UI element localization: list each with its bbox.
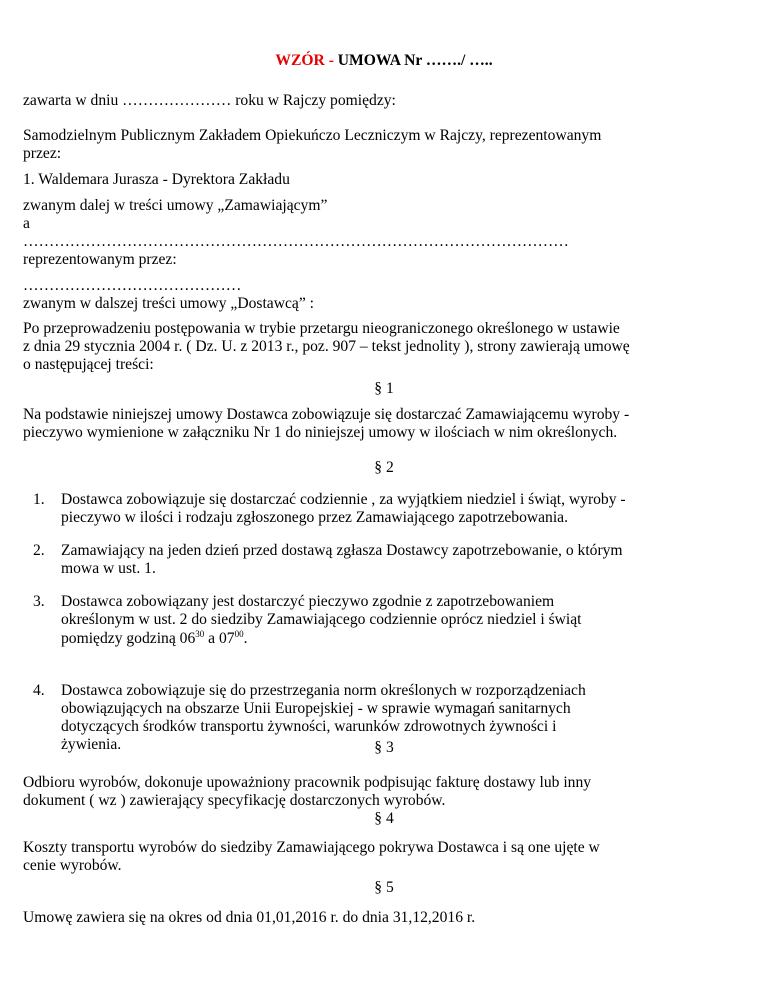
section-2-mark: § 2 <box>374 459 394 476</box>
document-title <box>0 52 768 70</box>
supplier-alias: zwanym w dalszej treści umowy „Dostawcą” : <box>23 295 314 312</box>
section-5-mark: § 5 <box>374 879 394 896</box>
item-4-line-b: obowiązujących na obszarze Unii Europejskiej - w sprawie wymagań sanitarnych <box>61 700 571 717</box>
item-2-line-a: Zamawiający na jeden dzień przed dostawą zgłasza Dostawcy zapotrzebowanie, o którym <box>61 542 623 559</box>
item-3-line-b: określonym w ust. 2 do siedziby Zamawiającego codziennie oprócz niedziel i świąt <box>61 611 582 628</box>
item-4-line-d: żywienia. <box>61 736 122 753</box>
title-number: ……./ ….. <box>425 52 493 69</box>
section-3-line-b: dokument ( wz ) zawierający specyfikację dostarczonych wyrobów. <box>23 792 446 809</box>
conjunction-a: a <box>23 215 30 232</box>
party1-line-a: Samodzielnym Publicznym Zakładem Opiekuńczo Leczniczym w Rajczy, reprezentowanym <box>23 127 602 144</box>
supplier-rep-label: reprezentowanym przez: <box>23 251 177 268</box>
item-2-number: 2. <box>33 542 45 559</box>
item-1-number: 1. <box>33 491 45 508</box>
delivery-time-end: a 07 <box>204 630 235 647</box>
section-1-mark: § 1 <box>374 380 394 397</box>
section-4-mark: § 4 <box>374 810 394 827</box>
item-3-line-c <box>61 630 247 648</box>
preamble-line-b: z dnia 29 stycznia 2004 r. ( Dz. U. z 2013 r., poz. 907 – tekst jednolity ), strony zawierają umowę <box>23 338 630 355</box>
section-4-line-b: cenie wyrobów. <box>23 857 122 874</box>
delivery-time-period: . <box>243 630 248 647</box>
section-5-line-a: Umowę zawiera się na okres od dnia 01,01,2016 r. do dnia 31,12,2016 r. <box>23 909 476 926</box>
item-3-line-a: Dostawca zobowiązany jest dostarczyć pieczywo zgodnie z zapotrzebowaniem <box>61 593 555 610</box>
intro-date-line: zawarta w dniu ………………… roku w Rajczy pomiędzy: <box>23 92 396 109</box>
preamble-line-a: Po przeprowadzeniu postępowania w trybie przetargu nieograniczonego określonego w ustawie <box>23 320 620 337</box>
item-1-line-b: pieczywo w ilości i rodzaju zgłoszonego przez Zamawiającego zapotrzebowania. <box>61 509 569 526</box>
representative-line: 1. Waldemara Jurasza - Dyrektora Zakładu <box>23 171 290 188</box>
item-4-line-c: dotyczących środków transportu żywności, warunków zdrowotnych żywności i <box>61 718 557 735</box>
item-1-line-a: Dostawca zobowiązuje się dostarczać codziennie , za wyjątkiem niedziel i świąt, wyroby - <box>61 491 626 508</box>
title-wzor: WZÓR <box>275 52 325 69</box>
section-3-line-a: Odbioru wyrobów, dokonuje upoważniony pracownik podpisując fakturę dostawy lub inny <box>23 774 592 791</box>
preamble-line-c: o następującej treści: <box>23 356 154 373</box>
item-3-number: 3. <box>33 593 45 610</box>
party1-line-b: przez: <box>23 145 62 162</box>
section-4-line-a: Koszty transportu wyrobów do siedziby Zamawiającego pokrywa Dostawca i są one ujęte w <box>23 839 600 856</box>
delivery-time-start: pomiędzy godziną 06 <box>61 630 196 647</box>
section-1-line-a: Na podstawie niniejszej umowy Dostawca zobowiązuje się dostarczać Zamawiającemu wyroby - <box>23 406 630 423</box>
item-4-line-a: Dostawca zobowiązuje się do przestrzegania norm określonych w rozporządzeniach <box>61 682 586 699</box>
title-umowa: UMOWA Nr <box>337 52 422 69</box>
item-2-line-b: mowa w ust. 1. <box>61 560 156 577</box>
title-dash: - <box>328 52 334 69</box>
supplier-name-placeholder: …………………………………………………………………………………………… <box>23 233 569 250</box>
delivery-time-end-minutes: 00 <box>234 629 244 639</box>
supplier-rep-placeholder: …………………………………… <box>23 277 242 294</box>
section-1-line-b: pieczywo wymienione w załączniku Nr 1 do niniejszej umowy w ilościach w nim określonych. <box>23 424 618 441</box>
delivery-time-start-minutes: 30 <box>195 629 205 639</box>
section-3-mark: § 3 <box>374 739 394 756</box>
ordering-party-alias: zwanym dalej w treści umowy „Zamawiającym” <box>23 197 328 214</box>
item-4-number: 4. <box>33 682 45 699</box>
